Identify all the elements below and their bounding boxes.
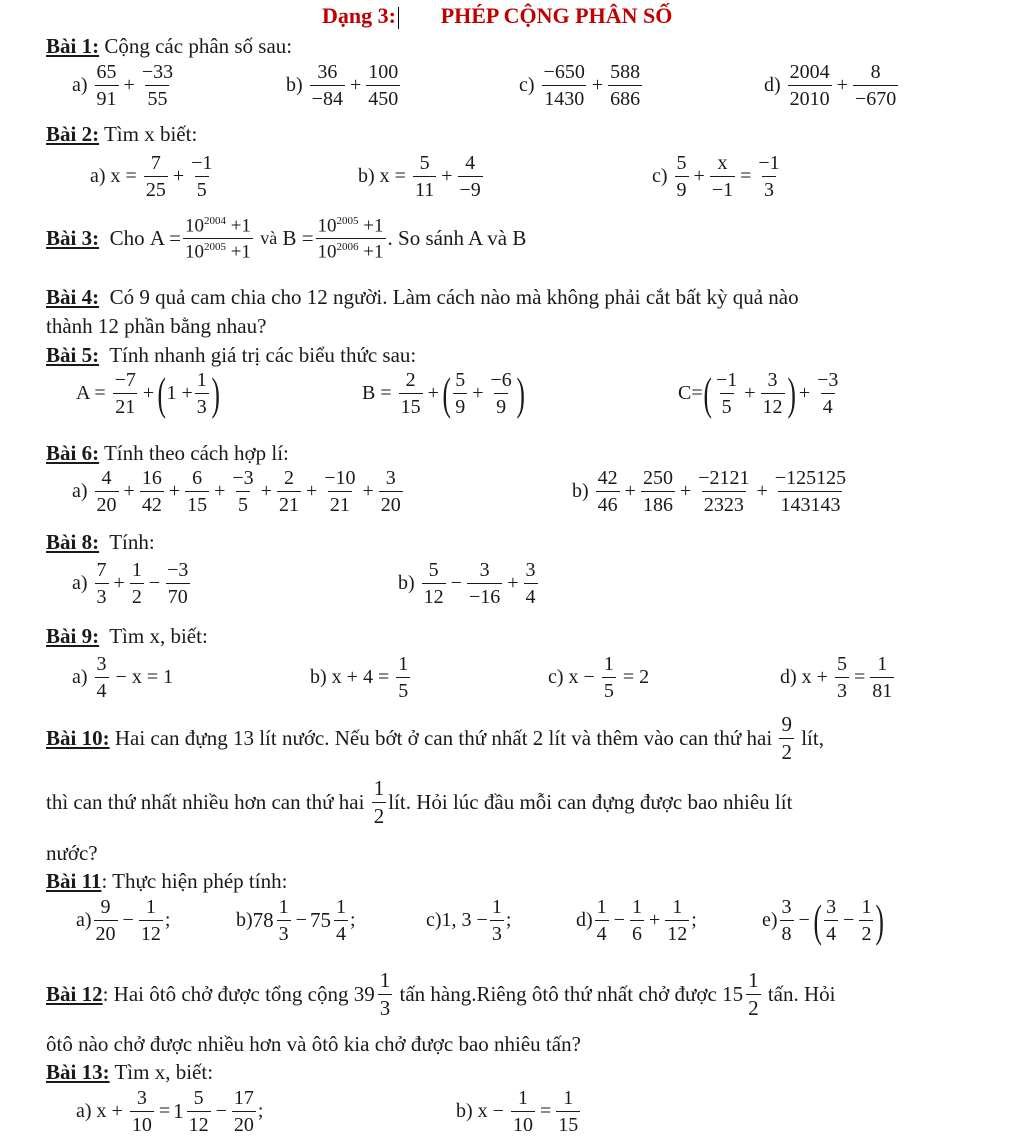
exercise-3: Bài 3: Cho A = $\frac{10^{2004} +1}{10^{2005} +1}$ và B = $\frac{10^{2005} +1}{10^{2006} +1}$ . So sánh A và B — [46, 215, 527, 263]
exercise-9b: b) x + 4 = $\frac{1}{5}$ — [310, 653, 409, 702]
exercise-5B: B = $\frac{2}{15}$ + ( 5 9 + $\frac{-6}{9}$ ) — [362, 367, 525, 419]
exercise-6b: b) 42 46 + $\frac{250}{186}$ + $\frac{-2121}{2323}$ + $\frac{-125125}{143143}$ — [572, 467, 847, 516]
exercise-11d: d) 1 4 − $\frac{1}{6}$ + $\frac{1}{12}$ ; — [576, 896, 697, 945]
exercise-1b: b) 36 −84 + $\frac{100}{450}$ — [286, 61, 399, 110]
exercise-1-heading: Bài 1: Cộng các phân số sau: — [46, 34, 293, 58]
exercise-5-heading: Bài 5: Tính nhanh giá trị các biểu thức sau: — [46, 343, 417, 367]
exercise-9d: d) x + $\frac{5}{3}$ = $\frac{1}{81}$ — [780, 653, 893, 702]
exercise-11a: a) 9 20 − $\frac{1}{12}$ ; — [76, 896, 171, 945]
exercise-1c: c) −650 1430 + $\frac{588}{686}$ — [519, 61, 641, 110]
exercise-11-heading: Bài 11: Thực hiện phép tính: — [46, 869, 288, 893]
exercise-12-line2: ôtô nào chở được nhiều hơn và ôtô kia chở được bao nhiêu tấn? — [46, 1032, 581, 1056]
exercise-9a: a) 3 4 − x = 1 — [72, 653, 174, 702]
exercise-10-line2: thì can thứ nhất nhiều hơn can thứ hai 1 2 lít. Hỏi lúc đầu mỗi can đựng được bao nhiêu lít — [46, 776, 793, 828]
exercise-5C: C= ( −1 5 + $\frac{3}{12}$ ) + $\frac{-3}{4}$ — [678, 367, 839, 419]
exercise-11e: e) 3 8 − ( 3 4 − $\frac{1}{2}$ ) — [762, 894, 885, 946]
exercise-1a: a) 65 91 + $\frac{-33}{55}$ — [72, 61, 174, 110]
exercise-1d: d) 2004 2010 + $\frac{8}{-670}$ — [764, 61, 897, 110]
exercise-2b: b) x = $\frac{5}{11}$ + $\frac{4}{-9}$ — [358, 152, 481, 201]
exercise-13a: a) x + $\frac{3}{10}$ = 1 5 12 − $\frac{17}{20}$ ; — [76, 1087, 264, 1136]
exercise-5A: A = $\frac{-7}{21}$ + ( 1 + $\frac{1}{3}$ ) — [76, 367, 220, 419]
exercise-10-line3: nước? — [46, 841, 98, 865]
exercise-8b: b) 5 12 − $\frac{3}{-16}$ + $\frac{3}{4}$ — [398, 559, 536, 608]
exercise-11c: c) 1, 3 − $\frac{1}{3}$ ; — [426, 896, 512, 945]
exercise-10-line1: Bài 10: Hai can đựng 13 lít nước. Nếu bớt ở can thứ nhất 2 lít và thêm vào can thứ hai 9 2 lít, — [46, 712, 824, 764]
exercise-2c: c) 5 9 + $\frac{x}{-1}$ = $\frac{-1}{3}$ — [652, 152, 780, 201]
exercise-4-line2: thành 12 phần bằng nhau? — [46, 314, 267, 338]
exercise-9c: c) x − $\frac{1}{5}$ = 2 — [548, 653, 650, 702]
exercise-11b: b) 78 1 3 − 75 1 4 ; — [236, 896, 356, 945]
exercise-9-heading: Bài 9: Tìm x, biết: — [46, 624, 208, 648]
exercise-4: Bài 4: Có 9 quả cam chia cho 12 người. Làm cách nào mà không phải cắt bất kỳ quả nào — [46, 285, 799, 309]
page-title: PHÉP CỘNG PHÂN SỐ — [440, 3, 673, 28]
text-cursor — [398, 7, 400, 29]
exercise-13b: b) x − $\frac{1}{10}$ = $\frac{1}{15}$ — [456, 1087, 579, 1136]
dang-label: Dạng 3: — [322, 3, 396, 28]
exercise-6-heading: Bài 6: Tính theo cách hợp lí: — [46, 441, 289, 465]
exercise-8-heading: Bài 8: Tính: — [46, 530, 155, 554]
exercise-2-heading: Bài 2: Tìm x biết: — [46, 122, 198, 146]
exercise-2a: a) x = $\frac{7}{25}$ + $\frac{-1}{5}$ — [90, 152, 213, 201]
exercise-6a: a) 4 20 + $\frac{16}{42}$ + $\frac{6}{15}$ + $\frac{-3}{5}$ + $\frac{2}{21}$ + $\frac{-10}{21}$ + $\frac{3}{20}$ — [72, 467, 401, 516]
exercise-8a: a) 7 3 + $\frac{1}{2}$ − $\frac{-3}{70}$ — [72, 559, 189, 608]
exercise-12-line1: Bài 12 : Hai ôtô chở được tổng cộng 39 1 3 tấn hàng.Riêng ôtô thứ nhất chở được 15 1 2 tấn. Hỏi — [46, 968, 836, 1020]
header — [322, 4, 672, 29]
exercise-13-heading: Bài 13: Tìm x, biết: — [46, 1060, 214, 1084]
